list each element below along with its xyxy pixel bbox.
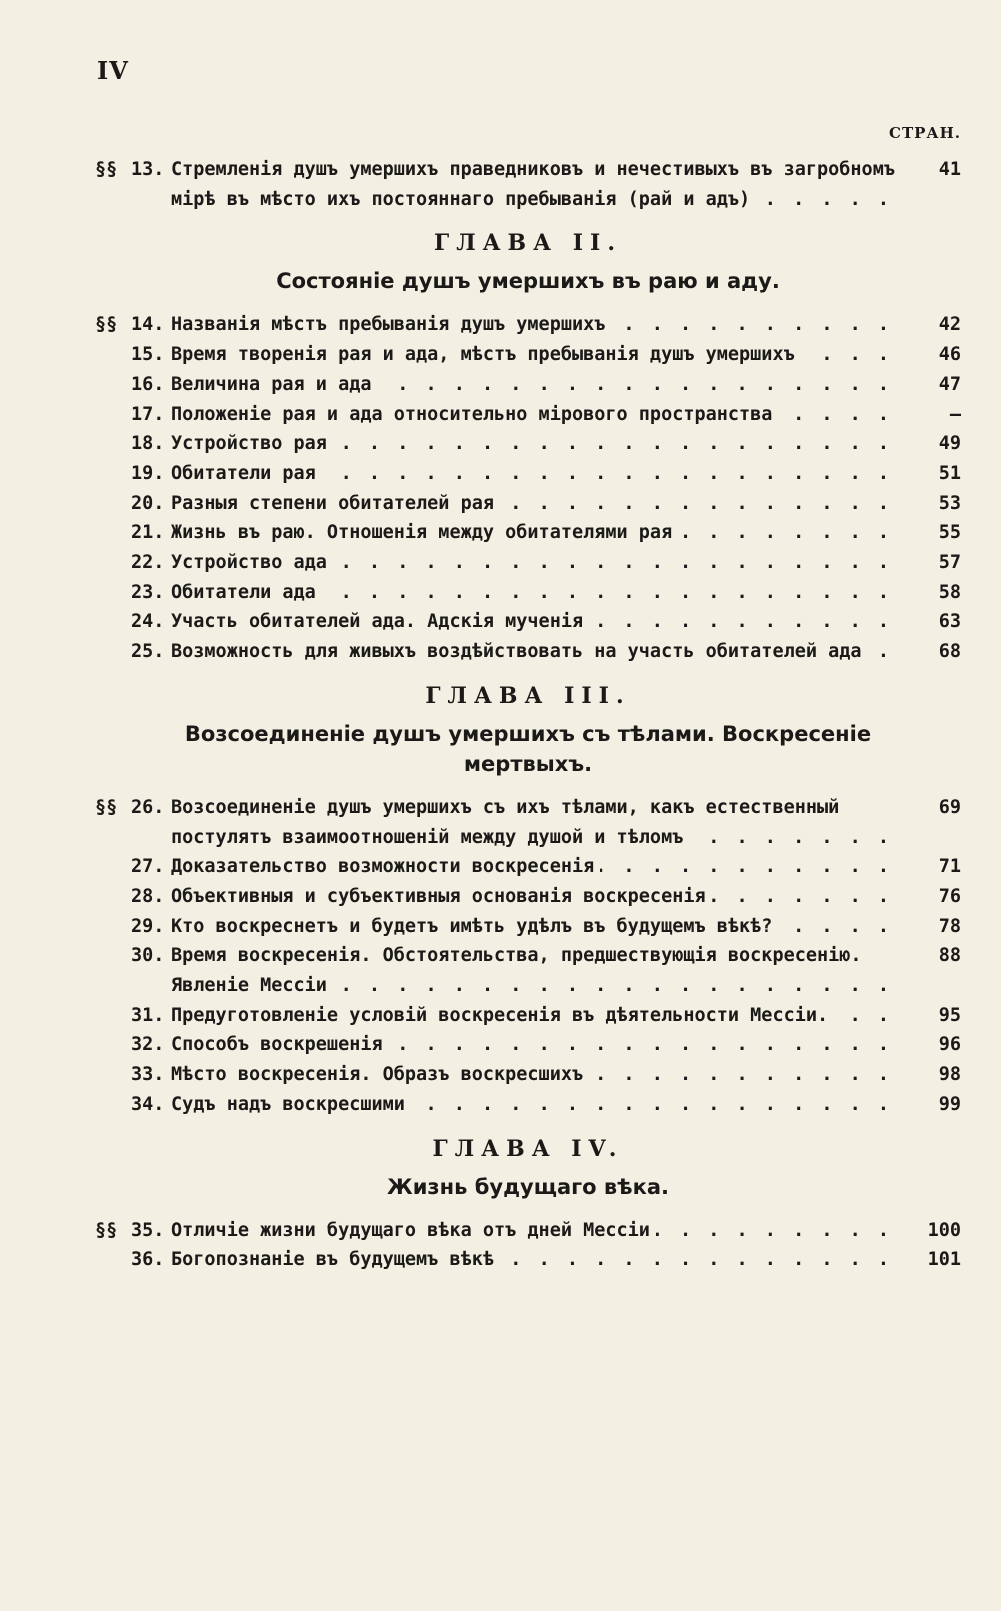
entry-text: Разныя степени обитателей рая . . .: [171, 489, 909, 519]
entry-page: 68: [938, 641, 961, 663]
entry-text: Устройство ада . . .: [171, 548, 909, 578]
entry-number: 21.: [131, 522, 165, 544]
entry-number: 24.: [131, 611, 165, 633]
entry-page: 69: [938, 796, 961, 818]
toc-entry: [95, 459, 961, 489]
entry-text: Стремленія душъ умершихъ праведниковъ и нечестивыхъ въ загробномъ мірѣ въ мѣсто ихъ постояннаго пребыванія (рай и адъ) . . .: [171, 155, 909, 214]
entry-text: Способъ воскрешенія . . .: [171, 1030, 909, 1060]
entry-text: Величина рая и ада . . .: [171, 370, 909, 400]
entry-number: 35.: [131, 1219, 165, 1241]
entry-text: Богопознаніе въ будущемъ вѣкѣ . . .: [171, 1245, 909, 1275]
entry-page: 41: [938, 159, 961, 180]
page-column-label: СТРАН.: [889, 124, 961, 142]
entry-page: 101: [927, 1249, 961, 1271]
toc-entry: [95, 1030, 961, 1060]
entry-number: 20.: [131, 492, 165, 514]
entry-text: Устройство рая . . .: [171, 429, 909, 459]
toc-entry: [95, 607, 961, 637]
entry-page: 42: [938, 314, 961, 336]
toc-entry: [95, 578, 961, 608]
entry-text: Отличіе жизни будущаго вѣка отъ дней Мессіи . . .: [171, 1216, 909, 1246]
entry-page: 95: [938, 1004, 961, 1026]
entry-text: Обитатели рая . . .: [171, 459, 909, 489]
entry-number: 31.: [131, 1004, 165, 1026]
entry-page: 100: [927, 1219, 961, 1241]
entry-number: 28.: [131, 885, 165, 907]
entry-text: Участь обитателей ада. Адскія мученія . . .: [171, 607, 909, 637]
page-number: IV: [97, 56, 129, 85]
entry-page: 88: [938, 945, 961, 967]
entry-number: 36.: [131, 1249, 165, 1271]
entry-text: Время воскресенія. Обстоятельства, предшествующія воскресенію. Явленіе Мессіи . . .: [171, 941, 909, 1000]
entry-text: Положеніе рая и ада относительно мірового пространства . . .: [171, 400, 909, 430]
entry-page: 71: [938, 856, 961, 878]
entry-page: 57: [938, 552, 961, 574]
entry-page: 58: [938, 581, 961, 603]
entry-number: 19.: [131, 462, 165, 484]
entry-text: Жизнь въ раю. Отношенія между обитателями рая . . .: [171, 518, 909, 548]
entry-page: 96: [938, 1034, 961, 1056]
toc-entry: [95, 429, 961, 459]
entry-number: 32.: [131, 1034, 165, 1056]
entry-text: Возсоединеніе душъ умершихъ съ ихъ тѣлами, какъ естественный постулятъ взаимоотношеній между душой и тѣломъ . . .: [171, 793, 909, 852]
entry-page: 99: [938, 1093, 961, 1115]
entry-number: 27.: [131, 856, 165, 878]
entry-page: 46: [938, 344, 961, 366]
chapter-title: Возсоединеніе душъ умершихъ съ тѣлами. Воскресеніе мертвыхъ.: [184, 721, 872, 776]
entry-text: Мѣсто воскресенія. Образъ воскресшихъ . . .: [171, 1060, 909, 1090]
entry-page: 76: [938, 885, 961, 907]
toc-entry: [95, 912, 961, 942]
entry-page: 51: [938, 462, 961, 484]
entry-text: Возможность для живыхъ воздѣйствовать на участь обитателей ада . . .: [171, 637, 909, 667]
toc-entry: [95, 400, 961, 430]
chapter-heading: ГЛАВА III.: [425, 682, 631, 709]
entry-page: 47: [938, 373, 961, 395]
entry-page: —: [949, 403, 961, 425]
entry-page: 78: [938, 915, 961, 937]
entry-text: Объективныя и субъективныя основанія воскресенія . . .: [171, 882, 909, 912]
toc-entry: [95, 1245, 961, 1275]
entry-text: Судъ надъ воскресшими . . .: [171, 1090, 909, 1120]
entry-page: 53: [938, 492, 961, 514]
section-mark: §§: [95, 1219, 118, 1241]
entry-number: 30.: [131, 945, 165, 967]
chapter-heading: ГЛАВА IV.: [432, 1135, 624, 1162]
toc-entry: [95, 637, 961, 667]
toc-entry: [95, 1216, 961, 1246]
section-mark: §§: [95, 314, 118, 336]
chapter-heading: ГЛАВА II.: [434, 230, 622, 257]
toc-entry: [95, 310, 961, 340]
toc-entry: [95, 1060, 961, 1090]
toc-entry: [95, 1090, 961, 1120]
entry-number: 17.: [131, 403, 165, 425]
entry-number: 13.: [131, 159, 165, 180]
entry-page: 49: [938, 433, 961, 455]
section-mark: §§: [95, 796, 118, 818]
entry-text: Предуготовленіе условій воскресенія въ дѣятельности Мессіи. . . .: [171, 1001, 909, 1031]
entry-text: Кто воскреснетъ и будетъ имѣть удѣлъ въ будущемъ вѣкѣ? . . .: [171, 912, 909, 942]
entry-text: Обитатели ада . . .: [171, 578, 909, 608]
toc-entry: [95, 370, 961, 400]
entry-number: 22.: [131, 552, 165, 574]
entry-number: 34.: [131, 1093, 165, 1115]
entry-number: 26.: [131, 796, 165, 818]
toc-entry: [95, 340, 961, 370]
toc-entry: [95, 941, 961, 1000]
toc-entry: [95, 155, 961, 214]
entry-text: Время творенія рая и ада, мѣстъ пребыванія душъ умершихъ . . .: [171, 340, 909, 370]
entry-number: 14.: [131, 314, 165, 336]
entry-number: 25.: [131, 641, 165, 663]
toc-entry: [95, 852, 961, 882]
entry-number: 18.: [131, 433, 165, 455]
toc-entry: [95, 489, 961, 519]
table-of-contents: [95, 155, 961, 1275]
entry-page: 55: [938, 522, 961, 544]
chapter-title: Состояніе душъ умершихъ въ раю и аду.: [276, 269, 780, 294]
toc-entry: [95, 1001, 961, 1031]
toc-entry: [95, 882, 961, 912]
chapter-title: Жизнь будущаго вѣка.: [387, 1174, 669, 1199]
toc-entry: [95, 518, 961, 548]
toc-entry: [95, 548, 961, 578]
section-mark: §§: [95, 159, 118, 180]
entry-text: Доказательство возможности воскресенія . . .: [171, 852, 909, 882]
toc-entry: [95, 793, 961, 852]
entry-page: 63: [938, 611, 961, 633]
entry-number: 29.: [131, 915, 165, 937]
entry-page: 98: [938, 1064, 961, 1086]
entry-text: Названія мѣстъ пребыванія душъ умершихъ . . .: [171, 310, 909, 340]
entry-number: 15.: [131, 344, 165, 366]
entry-number: 23.: [131, 581, 165, 603]
entry-number: 16.: [131, 373, 165, 395]
entry-number: 33.: [131, 1064, 165, 1086]
